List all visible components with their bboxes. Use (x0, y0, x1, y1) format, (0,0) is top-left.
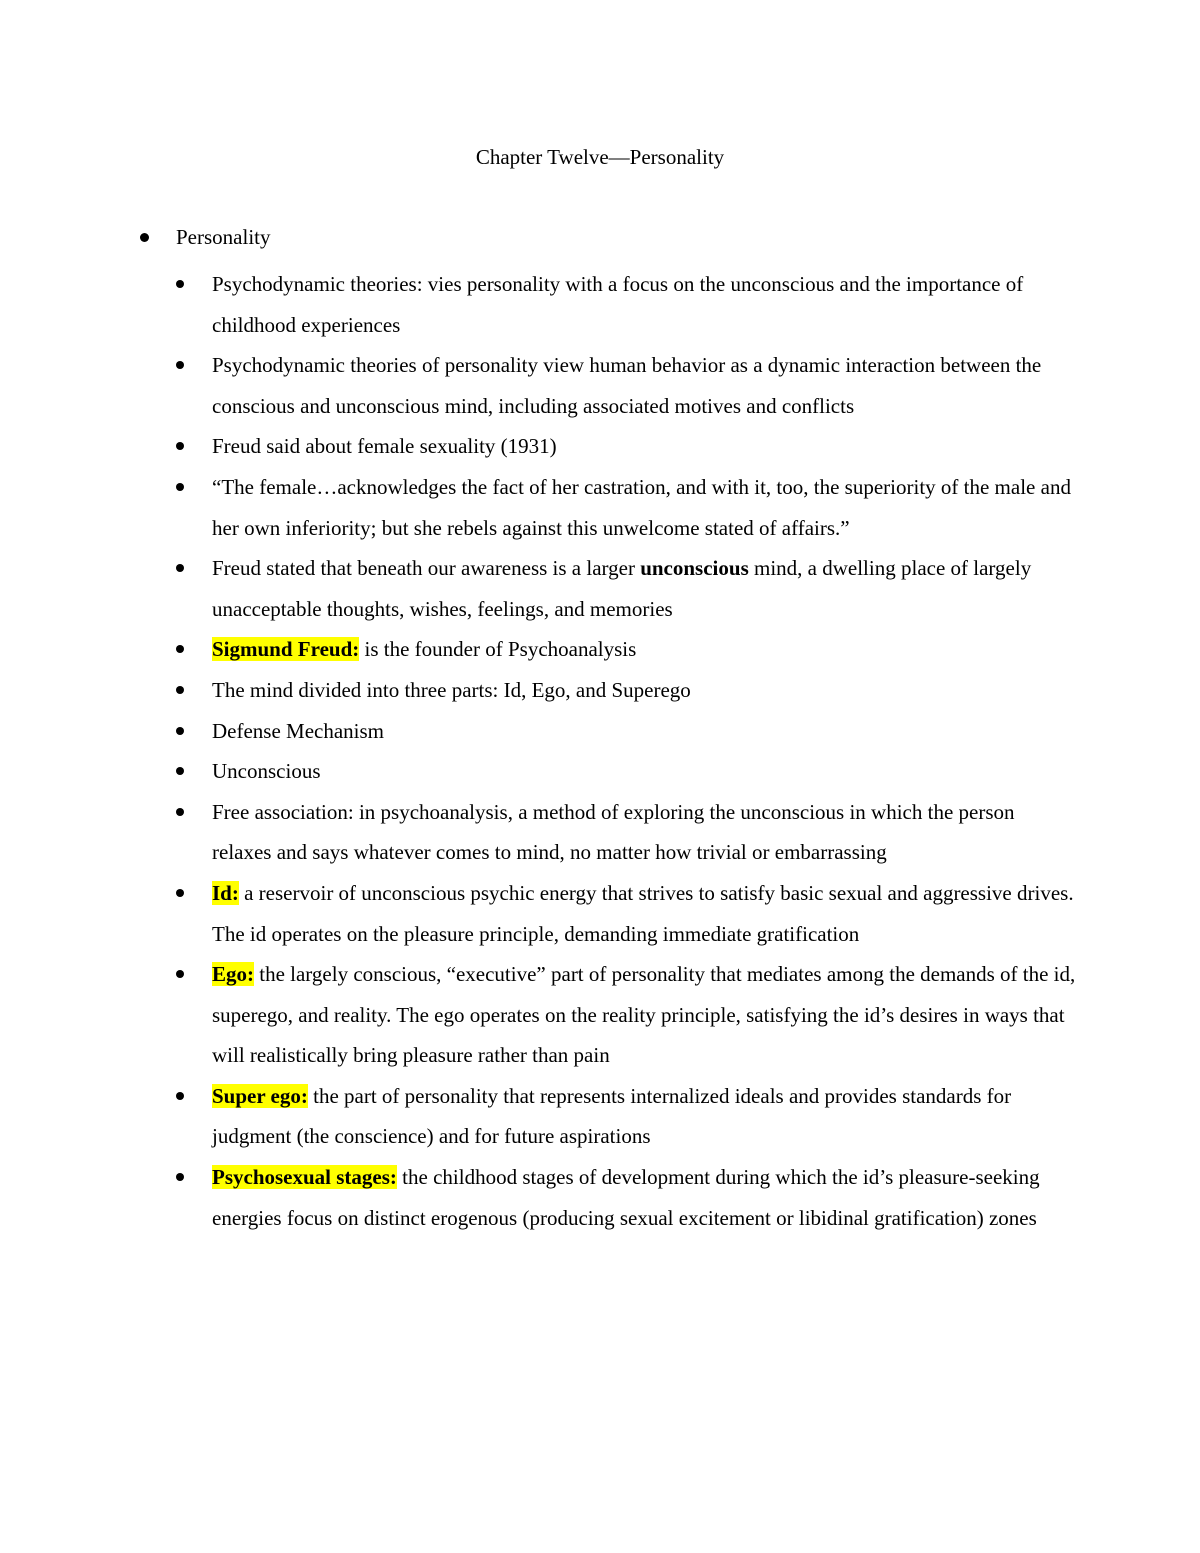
bullet-icon (140, 233, 149, 242)
highlighted-term: Super ego: (212, 1083, 308, 1108)
list-item (176, 751, 1076, 792)
bullet-icon (176, 483, 184, 491)
list-item (176, 670, 1076, 711)
item-text-pre: Freud stated that beneath our awareness is a larger (212, 556, 641, 581)
item-text: the childhood stages of development during which the id’s pleasure-seeking energies focus on distinct erogenous (producing sexual excitement or libidinal gratification) zones (212, 1165, 1040, 1230)
list-item (176, 792, 1076, 873)
item-text: the part of personality that represents internalized ideals and provides standards for judgment (the conscience) and for future aspirations (212, 1083, 1012, 1149)
item-text: The mind divided into three parts: Id, Ego, and Superego (212, 677, 691, 702)
item-text: a reservoir of unconscious psychic energy that strives to satisfy basic sexual and aggressive drives. The id operates on the pleasure principle, demanding immediate gratification (212, 880, 1074, 946)
bullet-icon (176, 808, 184, 816)
bullet-icon (176, 1173, 184, 1181)
bullet-icon (176, 686, 184, 694)
list-item (176, 467, 1076, 548)
highlighted-term: Sigmund Freud: (212, 637, 360, 662)
item-text: Defense Mechanism (212, 718, 385, 743)
sub-list (176, 264, 1076, 1238)
highlighted-term: Ego: (212, 962, 254, 987)
item-text: Freud said about female sexuality (1931) (212, 434, 557, 459)
item-text: Unconscious (212, 759, 321, 784)
list-item (176, 548, 1076, 629)
highlighted-term: Id: (212, 880, 239, 905)
bullet-icon (176, 727, 184, 735)
page-title: Chapter Twelve—Personality (475, 145, 725, 169)
list-item (176, 954, 1076, 1076)
item-text-post: mind, a dwelling place of largely unacceptable thoughts, wishes, feelings, and memories (212, 556, 1032, 621)
top-item-label: Personality (176, 225, 271, 249)
item-text: Free association: in psychoanalysis, a method of exploring the unconscious in which the person relaxes and says whatever comes to mind, no matter how trivial or embarrassing (212, 799, 1015, 865)
bullet-icon (176, 361, 184, 369)
bullet-icon (176, 564, 184, 572)
list-item (176, 345, 1076, 426)
list-item (176, 711, 1076, 752)
list-item (176, 264, 1076, 345)
bullet-icon (176, 1092, 184, 1100)
bold-term: unconscious (640, 556, 749, 581)
list-item (176, 1076, 1076, 1157)
list-item (176, 873, 1076, 954)
bullet-icon (176, 970, 184, 978)
list-item (176, 426, 1076, 467)
bullet-icon (176, 889, 184, 897)
bullet-icon (176, 645, 184, 653)
list-item (176, 629, 1076, 670)
list-item (176, 1157, 1076, 1238)
item-text: Psychodynamic theories: vies personality with a focus on the unconscious and the importance of childhood experiences (212, 272, 1024, 337)
item-text: Psychodynamic theories of personality view human behavior as a dynamic interaction between the conscious and unconscious mind, including associated motives and conflicts (212, 353, 1042, 418)
bullet-icon (176, 442, 184, 450)
highlighted-term: Psychosexual stages: (212, 1165, 397, 1190)
bullet-icon (176, 280, 184, 288)
item-text: is the founder of Psychoanalysis (359, 637, 637, 662)
bullet-icon (176, 767, 184, 775)
item-text: the largely conscious, “executive” part of personality that mediates among the demands of the id, superego, and reality. The ego operates on the reality principle, satisfying the id’s desires in ways that will realistically bring pleasure rather than pain (212, 962, 1076, 1068)
quote-text: “The female…acknowledges the fact of her castration, and with it, too, the superiority of the male and her own inferiority; but she rebels against this unwelcome stated of affairs.” (212, 474, 1071, 540)
